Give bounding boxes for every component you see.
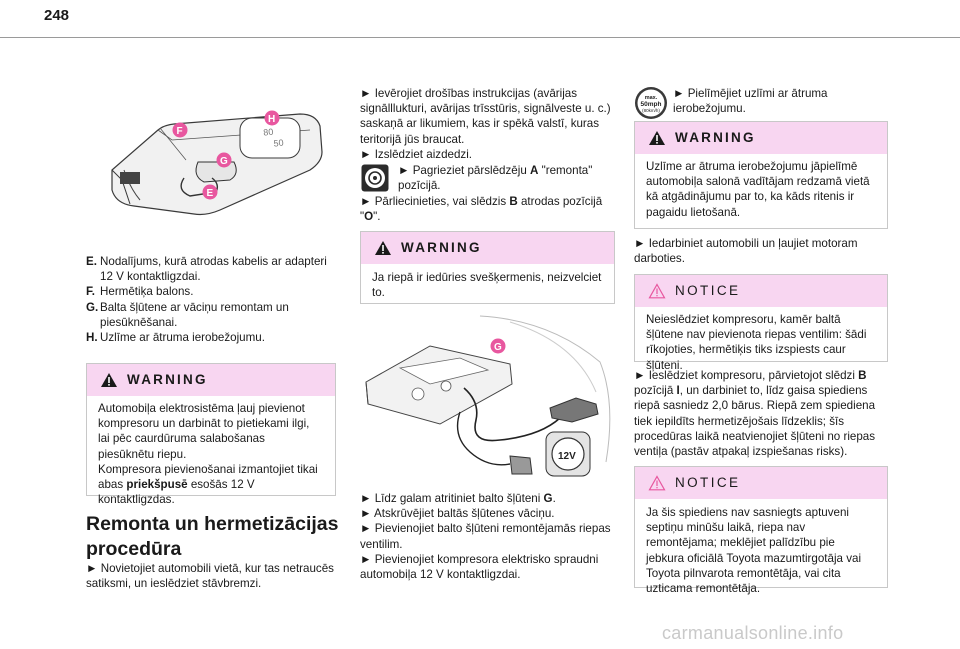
notice-header [635, 467, 887, 499]
warning-header [635, 122, 887, 154]
warning-text: Ja riepā ir iedūries svešķermenis, neizvelciet to. [372, 271, 602, 300]
warning-text: Uzlīme ar ātruma ierobežojumu jāpielīmē automobiļa salonā vadītājam redzamā vietā kā atgādinājumu par to, ka kāds ritenis ir pagaidu lietošanā. [646, 160, 870, 219]
socket-label: 12V [558, 451, 576, 462]
svg-text:max.: max. [644, 95, 658, 101]
warning-text-2: Kompresora pievienošanai izmantojiet tikai abas priekšpusē esošās 12 V kontaktligzdas. [98, 462, 318, 507]
instruction-unscrew: ► Atskrūvējiet baltās šļūtenes vāciņu. [360, 507, 555, 521]
warning-title: WARNING [127, 372, 208, 388]
hose-instructions [360, 491, 618, 582]
notice-text: Neieslēdziet kompresoru, kamēr baltā šļūtene nav pievienota riepas ventilim: šādi rīkojoties, hermētiķis tiks izspiests caur šļūteni. [646, 313, 867, 372]
callout-h-label: H [268, 114, 276, 125]
watermark: carmanualsonline.info [662, 623, 844, 643]
notice-text: Ja šis spiediens nav sasniegts aptuveni septiņu minūšu laikā, riepa nav remontējama; meklējiet palīdzību pie jebkura oficiālā Toyota mazumtirgotāja vai Toyota pilnvarota remontētāja, vai cita uzticama remontētāja. [646, 506, 862, 596]
instruction-unroll: ► Līdz galam atritiniet balto šļūteni G. [360, 492, 556, 505]
notice-triangle-icon [648, 283, 666, 299]
speed-sticker-50: 50 [273, 137, 285, 149]
notice-box-hose [634, 274, 888, 372]
legend-item-g: G. Balta šļūtene ar vāciņu remontam un piesūknēšanai. [86, 300, 289, 329]
warning-title: WARNING [401, 240, 482, 256]
instruction-safety: ► Ievērojiet drošības instrukcijas (avārijas signālllukturi, avārijas trīsstūris, signālveste u. c.) saskaņā ar likumiem, kas ir spēkā valstī, kuras teritorijā jūs braucat. [360, 87, 611, 146]
warning-box-sticker [634, 121, 888, 229]
warning-text-1: Automobiļa elektrosistēma ļauj pievienot kompresoru un darbināt to pietiekami ilgi, lai pēc caurdūruma salabošanas piesūknētu riepu. [98, 402, 310, 461]
warning-box-electrical [86, 363, 336, 507]
notice-title: NOTICE [675, 283, 741, 299]
svg-text:(80km/h): (80km/h) [642, 108, 660, 113]
notice-triangle-icon [648, 475, 666, 491]
instruction-switch-a: ► Pagrieziet pārslēdzēju A "remonta" pozīcijā. [398, 164, 593, 193]
warning-header [361, 232, 614, 264]
callout-g-label: G [494, 342, 502, 353]
instruction-park: ► Novietojiet automobili vietā, kur tas netraucēs satiksmi, un ieslēdziet stāvbremzi. [86, 562, 334, 591]
legend-item-f: F. Hermētiķa balons. [86, 285, 194, 299]
speed-sticker-80: 80 [262, 126, 274, 138]
warning-triangle-icon [374, 240, 392, 256]
callout-g-label: G [220, 156, 228, 167]
instruction-connect-plug: ► Pievienojiet kompresora elektrisko spraudni automobiļa 12 V kontaktligzdai. [360, 552, 599, 582]
notice-box-pressure [634, 466, 888, 596]
callout-e-label: E [206, 188, 214, 199]
notice-header [635, 275, 887, 307]
section-heading: Remonta un hermetizācijas procedūra [86, 513, 339, 560]
repair-switch-icon [361, 164, 389, 192]
instruction-switch-b: ► Pārliecinieties, vai slēdzis B atrodas pozīcijā "O". [360, 195, 603, 224]
page-number: 248 [44, 7, 70, 24]
instruction-sticker: ► Pielīmējiet uzlīmi ar ātruma ierobežojumu. [673, 87, 828, 116]
hose-connection-illustration [360, 312, 616, 482]
legend-item-e: E. Nodalījums, kurā atrodas kabelis ar adapteri 12 V kontaktligzdai. [86, 255, 327, 284]
warning-box-foreign-object [360, 231, 615, 304]
legend-list [86, 254, 336, 345]
top-divider [0, 37, 960, 38]
instruction-run-compressor: ► Ieslēdziet kompresoru, pārvietojot slēdzi B pozīcijā I, un darbiniet to, līdz gaisa spiediens riepā sasniedz 2,0 bārus. Riepā zem spiediena tiek iepildīts hermetizējošais līdzeklis; šīs procedūras laikā neatvienojiet šļūteni no riepas ventiļa (pastāv atpakaļ izspiešanas risks). [634, 369, 876, 459]
callout-f-label: F [176, 126, 183, 137]
legend-item-h: H. Uzlīme ar ātruma ierobežojumu. [86, 331, 265, 345]
speed-limit-badge-icon [634, 86, 668, 120]
warning-triangle-icon [648, 130, 666, 146]
compressor-kit-illustration [100, 100, 324, 220]
svg-text:50mph: 50mph [640, 101, 662, 108]
instruction-ignition: ► Izslēdziet aizdedzi. [360, 148, 473, 161]
notice-title: NOTICE [675, 475, 741, 491]
warning-title: WARNING [675, 130, 756, 146]
warning-triangle-icon [100, 372, 118, 388]
instruction-start-engine: ► Iedarbiniet automobili un ļaujiet motoram darboties. [634, 237, 858, 266]
warning-header [87, 364, 335, 396]
instruction-connect-valve: ► Pievienojiet balto šļūteni remontējamās riepas ventilim. [360, 522, 611, 551]
